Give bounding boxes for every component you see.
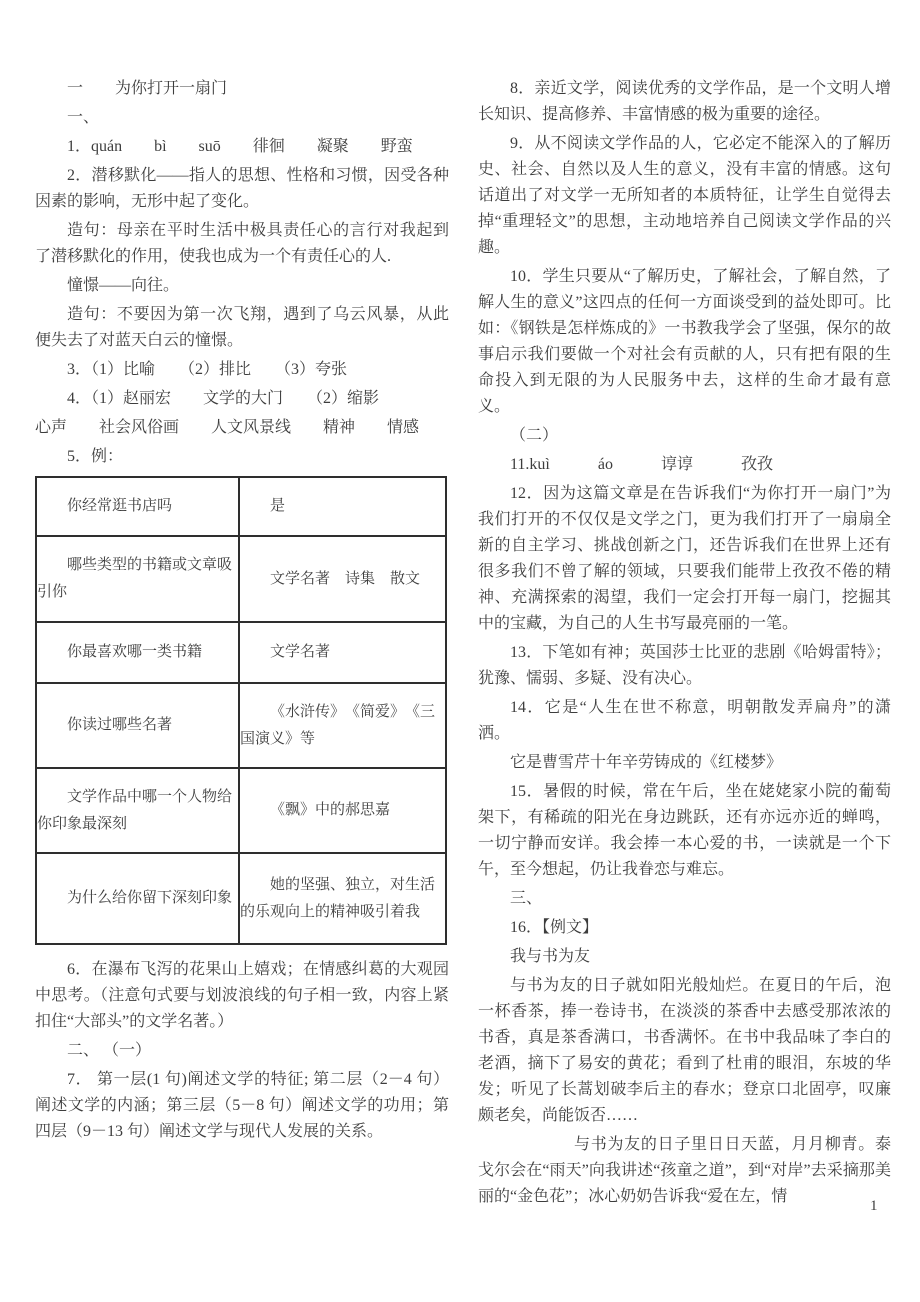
table-question-text: 哪些类型的书籍或文章吸引你: [37, 557, 233, 600]
table-row: [36, 622, 446, 683]
table-row: [36, 768, 446, 853]
table-question-cell: [36, 683, 239, 768]
table-answer-text: 《水浒传》 《简爱》 《三国演义》等: [240, 703, 436, 747]
table-question-cell: [36, 853, 239, 944]
table-row: [36, 853, 446, 944]
answer-paragraph: 9．从不阅读文学作品的人，它必定不能深入的了解历史、社会、自然以及人生的意义，没有丰富的情感。这句话道出了对文学一无所知者的本质特征，让学生自觉得去掉“重理轻文”的思想，主动地培养自己阅读文学作品的兴趣。: [478, 135, 891, 256]
section-marker: 一、: [67, 109, 100, 126]
answer-paragraph: 造句：不要因为第一次飞翔，遇到了乌云风暴，从此便失去了对蓝天白云的憧憬。: [35, 306, 449, 349]
answer-paragraph: 3．（1）比喻 （2）排比 （3）夸张: [67, 361, 348, 378]
answer-paragraph: 6．在瀑布飞泻的花果山上嬉戏；在情感纠葛的大观园中思考。（注意句式要与划波浪线的句子相一致，内容上紧扣住“大部头”的文学名著。）: [35, 961, 449, 1030]
reading-survey-table: [35, 476, 447, 945]
answer-paragraph: 2．潜移默化——指人的思想、性格和习惯，因受各种因素的影响，无形中起了变化。: [35, 167, 449, 210]
table-answer-text: 文学名著 诗集 散文: [270, 570, 421, 587]
left-column: [35, 76, 449, 1148]
table-answer-cell: [239, 477, 446, 536]
answer-paragraph: 12．因为这篇文章是在告诉我们“为你打开一扇门”为我们打开的不仅仅是文学之门，更为我们打开了一扇扇全新的自主学习、挑战创新之门，还告诉我们在世界上还有很多我们不曾了解的领域，只要我们能带上孜孜不倦的精神、充满探索的渴望，我们一定会打开每一扇门，挖掘其中的宝藏，为自己的人生书写最亮丽的一笔。: [478, 485, 891, 632]
answer-paragraph: 10．学生只要从“了解历史，了解社会，了解自然，了解人生的意义”这四点的任何一方面谈受到的益处即可。比如：《钢铁是怎样炼成的》一书教我学会了坚强，保尔的故事启示我们要做一个对社会有贡献的人，只有把有限的生命投入到无限的为人民服务中去，这样的生命才最有意义。: [478, 268, 891, 415]
answer-paragraph: 它是曹雪芹十年辛劳铸成的《红楼梦》: [510, 754, 783, 771]
answer-paragraph: 5．例：: [67, 448, 124, 465]
table-answer-text: 《飘》中的郝思嘉: [270, 802, 391, 818]
answer-paragraph: 13．下笔如有神；英国莎士比亚的悲剧《哈姆雷特》；犹豫、懦弱、多疑、没有决心。: [478, 644, 891, 687]
essay-paragraph: 与书为友的日子就如阳光般灿烂。在夏日的午后，泡一杯香茶，捧一卷诗书，在淡淡的茶香中去感受那浓浓的书香，真是茶香满口，书香满怀。在书中我品味了李白的老酒，摘下了易安的黄花；看到了杜甫的眼泪，东坡的华发；听见了长蒿划破李后主的春水；登京口北固亭，叹廉颇老矣，尚能饭否……: [478, 977, 891, 1124]
table-answer-cell: [239, 536, 446, 622]
document-title-line: 一 为你打开一扇门: [67, 80, 228, 97]
answer-paragraph: 7． 第一层(1 句)阐述文学的特征; 第二层（2－4 句）阐述文学的内涵；第三层（5－8 句）阐述文学的功用；第四层（9－13 句）阐述文学与现代人发展的关系。: [35, 1071, 449, 1140]
table-question-text: 你最喜欢哪一类书籍: [67, 644, 203, 660]
table-row: [36, 536, 446, 622]
table-row: [36, 683, 446, 768]
table-answer-cell: [239, 683, 446, 768]
table-answer-cell: [239, 768, 446, 853]
right-column: [478, 76, 891, 1213]
table-question-cell: [36, 536, 239, 622]
essay-paragraph: 与书为友的日子里日日天蓝，月月柳青。泰戈尔会在“雨天”向我讲述“孩童之道”，到“对岸”去采摘那美丽的“金色花”；冰心奶奶告诉我“爱在左，情: [478, 1136, 891, 1205]
answer-paragraph-continuation: 心声 社会风俗画 人文风景线 精神 情感: [35, 419, 420, 436]
answer-paragraph: 14．它是“人生在世不称意，明朝散发弄扁舟”的潇洒。: [478, 699, 891, 742]
answer-paragraph: 憧憬——向往。: [67, 277, 180, 294]
table-answer-text: 是: [270, 498, 286, 514]
table-row: [36, 477, 446, 536]
answer-paragraph: 造句：母亲在平时生活中极具责任心的言行对我起到了潜移默化的作用，使我也成为一个有责任心的人.: [35, 222, 449, 265]
answer-paragraph: 1．quán bì suō 徘徊 凝聚 野蛮: [67, 138, 413, 155]
essay-title: 我与书为友: [510, 948, 591, 965]
table-answer-cell: [239, 622, 446, 683]
table-question-cell: [36, 768, 239, 853]
page-number: 1: [870, 1198, 878, 1214]
answer-paragraph: 11.kuì áo 谆谆 孜孜: [510, 456, 773, 473]
table-question-text: 为什么给你留下深刻印象: [67, 890, 233, 906]
answer-paragraph: 8．亲近文学，阅读优秀的文学作品，是一个文明人增长知识、提高修养、丰富情感的极为重要的途径。: [478, 80, 891, 123]
table-question-text: 你经常逛书店吗: [67, 498, 173, 514]
reading-survey-table-body: [36, 477, 446, 944]
answer-paragraph: 4．（1）赵丽宏 文学的大门 （2）缩影: [67, 390, 380, 407]
table-answer-text: 她的坚强、独立，对生活的乐观向上的精神吸引着我: [240, 876, 436, 920]
section-marker: 三、: [510, 890, 543, 907]
section-marker: 二、 （一）: [67, 1042, 152, 1059]
section-marker: （二）: [510, 427, 559, 444]
example-heading: 16．【例文】: [510, 919, 599, 936]
table-question-text: 你读过哪些名著: [67, 717, 173, 733]
table-answer-cell: [239, 853, 446, 944]
table-question-cell: [36, 477, 239, 536]
table-question-cell: [36, 622, 239, 683]
table-question-text: 文学作品中哪一个人物给你印象最深刻: [37, 788, 233, 832]
answer-paragraph: 15．暑假的时候，常在午后，坐在姥姥家小院的葡萄架下，有稀疏的阳光在身边跳跃，还有亦远亦近的蝉鸣，一切宁静而安详。我会捧一本心爱的书，一读就是一个下午，至今想起，仍让我眷恋与难忘。: [478, 783, 891, 878]
table-answer-text: 文学名著: [270, 644, 331, 660]
